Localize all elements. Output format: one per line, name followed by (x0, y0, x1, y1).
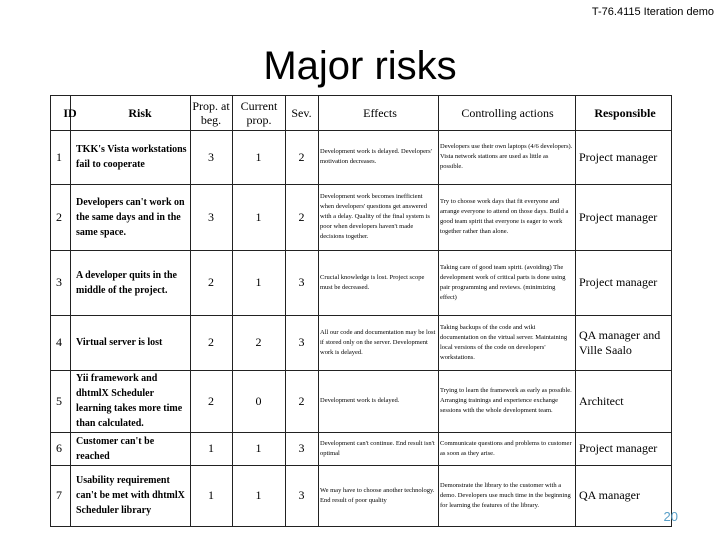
risk-description: Usability requirement can't be met with dhtmlX Scheduler library (76, 475, 185, 516)
column-divider (50, 95, 51, 526)
responsible-person: QA manager and Ville Saalo (579, 327, 661, 357)
risk-description: TKK's Vista workstations fail to cooperate (76, 144, 187, 170)
row-id: 7 (56, 488, 62, 502)
risk-description: Yii framework and dhtmlX Scheduler learning takes more time than calculated. (76, 373, 183, 429)
probability-at-beginning: 2 (208, 275, 214, 289)
effects-text: Development work is delayed. (320, 397, 400, 404)
responsible-person: QA manager (579, 488, 640, 502)
severity: 2 (298, 209, 305, 224)
row-id: 2 (56, 209, 62, 224)
col-header-prob: Prop. at beg. (192, 98, 230, 127)
risk-description: A developer quits in the middle of the project. (76, 269, 177, 296)
row-id: 4 (56, 335, 62, 349)
col-header-sev: Sev. (291, 105, 312, 120)
controlling-actions-text: Taking care of good team spirit. (avoiding) The development work of critical parts is done using pair programming and reviews. (minimizing effect) (440, 263, 566, 301)
row-id: 6 (56, 441, 62, 455)
row-id: 5 (56, 393, 62, 408)
responsible-person: Project manager (579, 149, 658, 164)
column-divider (438, 95, 439, 526)
current-probability: 1 (255, 149, 262, 164)
current-probability: 1 (255, 275, 262, 289)
controlling-actions-text: Communicate questions and problems to customer as soon as they arise. (440, 439, 572, 457)
probability-at-beginning: 1 (208, 488, 214, 502)
effects-text: Development work becomes inefficient when developers' questions get answered with a delay. Quality of the final system is poor when developers haven't made decisions together. (320, 193, 430, 240)
severity: 2 (298, 393, 305, 408)
row-id: 3 (56, 275, 62, 289)
risk-description: Virtual server is lost (76, 337, 163, 348)
page-number: 20 (663, 509, 678, 524)
column-divider (318, 95, 319, 526)
col-header-current: Current prop. (240, 98, 278, 127)
current-probability: 1 (255, 209, 262, 224)
header-note: T-76.4115 Iteration demo (591, 6, 714, 18)
current-probability: 1 (255, 488, 262, 502)
severity: 3 (298, 488, 305, 502)
col-header-responsible: Responsible (594, 105, 656, 120)
probability-at-beginning: 2 (208, 393, 214, 408)
severity: 3 (298, 441, 305, 455)
severity: 3 (298, 335, 305, 349)
effects-text: We may have to choose another technology. End result of poor quality (320, 486, 435, 504)
probability-at-beginning: 1 (208, 441, 214, 455)
column-divider (671, 95, 672, 526)
column-divider (575, 95, 576, 526)
col-header-actions: Controlling actions (461, 105, 554, 120)
severity: 2 (298, 149, 305, 164)
controlling-actions-text: Demonstrate the library to the customer with a demo. Developers use much time in the beginning for learning the features of the library. (440, 481, 571, 509)
col-header-id: ID (63, 105, 77, 120)
responsible-person: Project manager (579, 441, 658, 455)
controlling-actions-text: Try to choose work days that fit everyone and arrange everyone to attend on those days. Build a good team spirit that everyone is eager to work together rather than alone. (440, 198, 569, 235)
effects-text: Development work is delayed. Developers' motivation decreases. (320, 148, 432, 165)
controlling-actions-text: Developers use their own laptops (4/6 developers). Vista network stations are used as little as possible. (440, 143, 573, 170)
probability-at-beginning: 2 (208, 335, 214, 349)
col-header-risk: Risk (128, 105, 152, 120)
slide-title: Major risks (263, 44, 457, 88)
current-probability: 2 (255, 335, 262, 349)
controlling-actions-text: Trying to learn the framework as early as possible. Arranging trainings and experience exchange sessions with the whole development team. (440, 387, 572, 414)
effects-text: Development can't continue. End result isn't optimal (320, 439, 435, 457)
risk-description: Customer can't be reached (76, 435, 155, 462)
probability-at-beginning: 3 (208, 209, 214, 224)
probability-at-beginning: 3 (208, 149, 214, 164)
responsible-person: Project manager (579, 275, 658, 289)
risk-description: Developers can't work on the same days and in the same space. (76, 196, 185, 238)
current-probability: 0 (255, 393, 262, 408)
severity: 3 (298, 275, 305, 289)
row-id: 1 (56, 149, 62, 164)
effects-text: Crucial knowledge is lost. Project scope must be decreased. (320, 273, 425, 291)
effects-text: All our code and documentation may be lost if stored only on the server. Development work is delayed. (320, 328, 436, 356)
responsible-person: Project manager (579, 209, 658, 224)
controlling-actions-text: Taking backups of the code and wiki documentation on the virtual server. Maintaining local versions of the code on developers' workstations. (440, 323, 568, 361)
current-probability: 1 (255, 441, 262, 455)
table-border-bottom (50, 526, 672, 527)
col-header-effects: Effects (363, 105, 397, 120)
column-divider (70, 95, 71, 526)
responsible-person: Architect (579, 393, 624, 408)
